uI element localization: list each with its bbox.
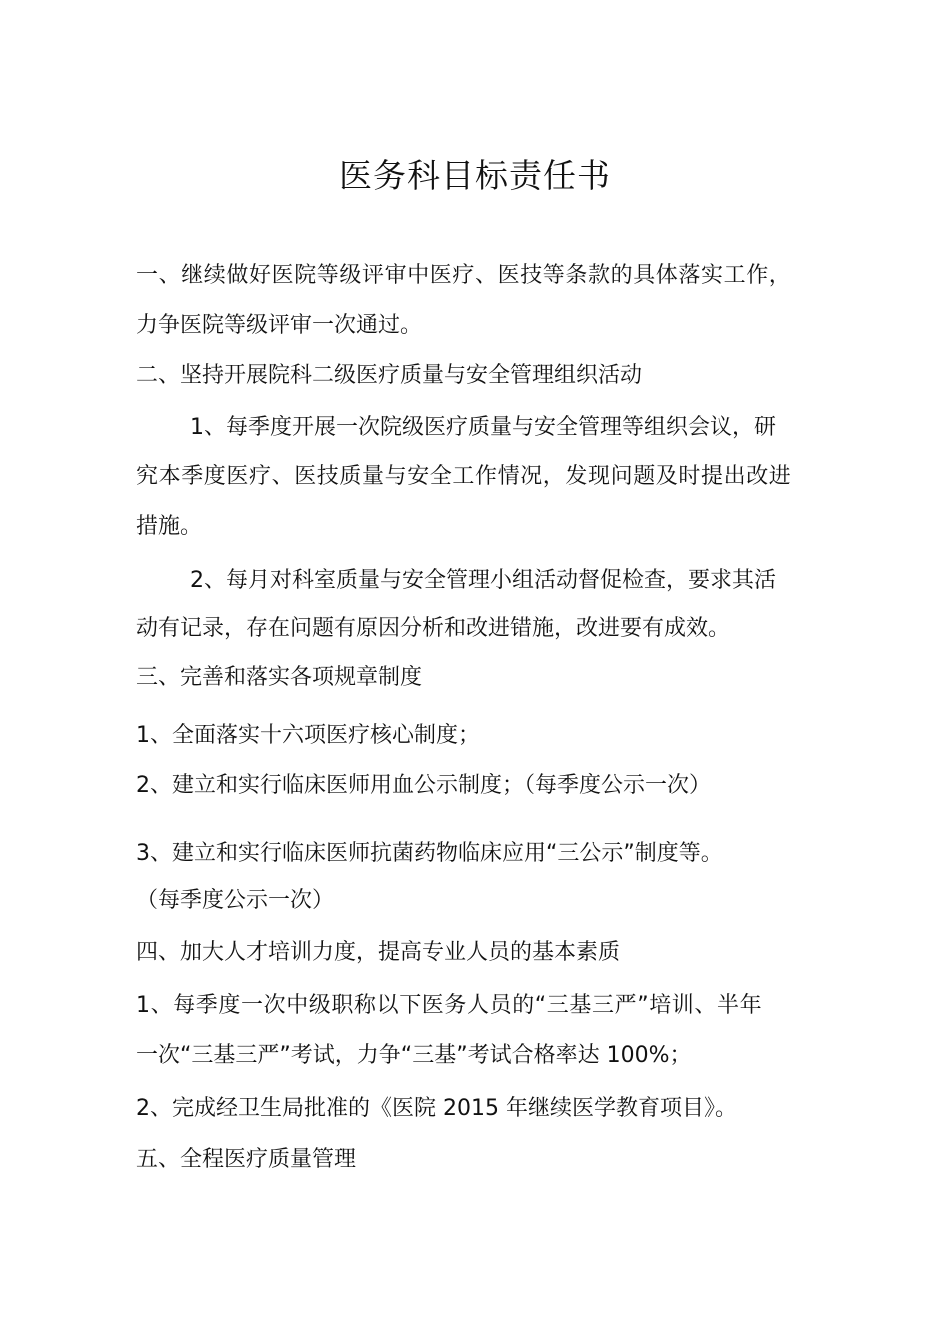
paragraph-line-4: 1、每季度开展一次院级医疗质量与安全管理等组织会议，研 xyxy=(190,415,776,440)
section-heading-3: 三、完善和落实各项规章制度 xyxy=(136,665,423,690)
section-heading-4: 四、加大人才培训力度，提高专业人员的基本素质 xyxy=(136,940,621,965)
paragraph-line-10: 1、全面落实十六项医疗核心制度； xyxy=(136,723,480,748)
paragraph-line-15: 1、每季度一次中级职称以下医务人员的“三基三严”培训、半年 xyxy=(136,993,763,1018)
paragraph-line-7: 2、每月对科室质量与安全管理小组活动督促检查，要求其活 xyxy=(190,568,776,593)
section-heading-5: 五、全程医疗质量管理 xyxy=(136,1147,357,1172)
paragraph-line-12: 3、建立和实行临床医师抗菌药物临床应用“三公示”制度等。 xyxy=(136,841,723,866)
paragraph-line-8: 动有记录，存在问题有原因分析和改进错施，改进要有成效。 xyxy=(136,616,731,641)
paragraph-line-13: （每季度公示一次） xyxy=(136,888,335,913)
paragraph-line-1: 一、继续做好医院等级评审中医疗、医技等条款的具体落实工作， xyxy=(136,263,792,288)
paragraph-line-2: 力争医院等级评审一次通过。 xyxy=(136,313,423,338)
paragraph-line-5: 究本季度医疗、医技质量与安全工作情况，发现问题及时提出改进 xyxy=(136,464,792,489)
paragraph-line-11: 2、建立和实行临床医师用血公示制度；（每季度公示一次） xyxy=(136,773,711,798)
section-heading-2: 二、坚持开展院科二级医疗质量与安全管理组织活动 xyxy=(136,363,643,388)
document-title: 医务科目标责任书 xyxy=(339,156,611,195)
paragraph-line-6: 措施。 xyxy=(136,514,203,539)
paragraph-line-16: 一次“三基三严”考试，力争“三基”考试合格率达 100%； xyxy=(136,1043,692,1068)
paragraph-line-17: 2、完成经卫生局批准的《医院 2015 年继续医学教育项目》。 xyxy=(136,1096,737,1121)
